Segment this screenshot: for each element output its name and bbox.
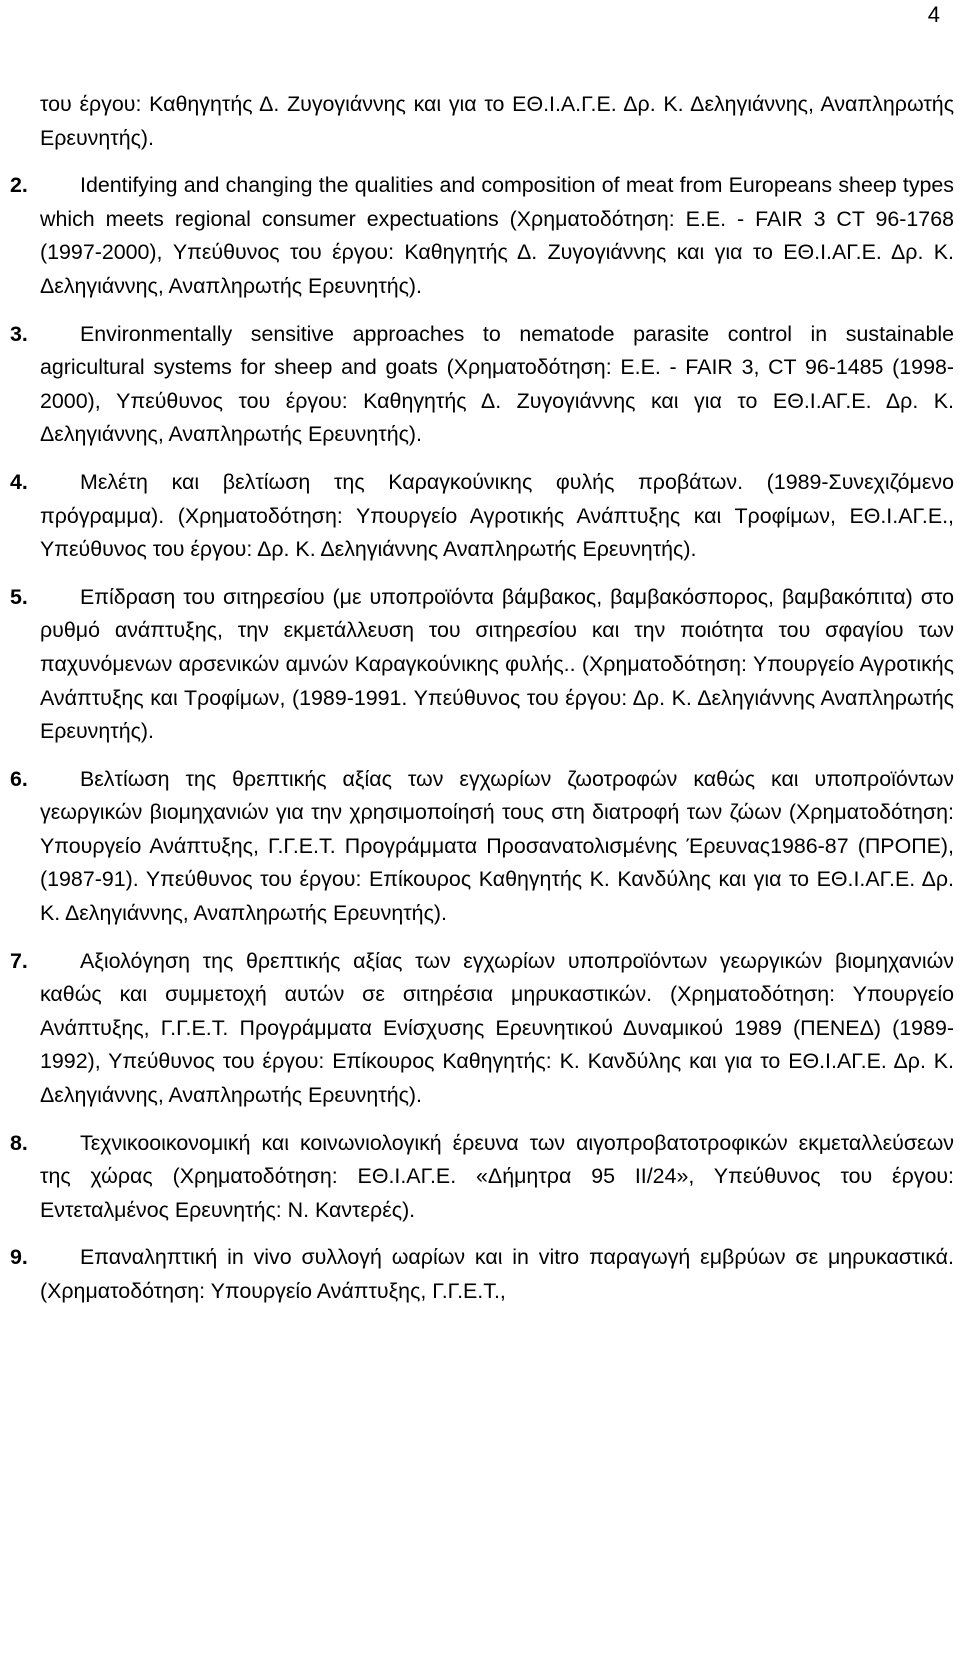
item-text: Αξιολόγηση της θρεπτικής αξίας των εγχωρίων υποπροϊόντων γεωργικών βιομηχανιών καθώς και συμμετοχή αυτών σε σιτηρέσια μηρυκαστικών. (Χρηματοδότηση: Υπουργείο Ανάπτυξης, Γ.Γ.Ε.Τ. Προγράμματα Ενίσχυσης Ερευνητικού Δυναμικού 1989 (ΠΕΝΕΔ) (1989-1992), Υπεύθυνος του έργου: Επίκουρος Καθηγητής: Κ. Κανδύλης και για το ΕΘ.Ι.ΑΓ.Ε. Δρ. Κ. Δεληγιάννης, Αναπληρωτής Ερευνητής). bbox=[40, 948, 954, 1108]
item-number: 8. bbox=[10, 1130, 28, 1155]
item-number: 4. bbox=[10, 469, 28, 494]
item-number: 6. bbox=[10, 766, 28, 791]
item-number: 2. bbox=[10, 173, 28, 198]
list-item bbox=[10, 466, 954, 567]
page-number: 4 bbox=[927, 2, 940, 27]
item-number: 9. bbox=[10, 1245, 28, 1270]
item-text: Επίδραση του σιτηρεσίου (με υποπροϊόντα βάμβακος, βαμβακόσπορος, βαμβακόπιτα) στο ρυθμό ανάπτυξης, την εκμετάλλευση του σιτηρεσίου και την ποιότητα του σφαγίου των παχυνόμενων αρσενικών αμνών Καραγκούνικης φυλής.. (Χρηματοδότηση: Υπουργείο Αγροτικής Ανάπτυξης και Τροφίμων, (1989-1991. Υπεύθυνος του έργου: Δρ. Κ. Δεληγιάννης Αναπληρωτής Ερευνητής). bbox=[40, 584, 954, 744]
item-text: Identifying and changing the qualities and composition of meat from Europeans sheep types which meets regional consumer expectuations (Χρηματοδότηση: Ε.Ε. - FAIR 3 CT 96-1768 (1997-2000), Υπεύθυνος του έργου: Καθηγητής Δ. Ζυγογιάννης και για το ΕΘ.Ι.ΑΓ.Ε. Δρ. Κ. Δεληγιάννης, Αναπληρωτής Ερευνητής). bbox=[40, 173, 954, 298]
item-number: 7. bbox=[10, 948, 28, 973]
item-number: 5. bbox=[10, 584, 28, 609]
list-item bbox=[10, 945, 954, 1113]
item-text: Βελτίωση της θρεπτικής αξίας των εγχωρίων ζωοτροφών καθώς και υποπροϊόντων γεωργικών βιομηχανιών για την χρησιμοποίησή τους στη διατροφή των ζώων (Χρηματοδότηση: Υπουργείο Ανάπτυξης, Γ.Γ.Ε.Τ. Προγράμματα Προσανατολισμένης Έρευνας1986-87 (ΠΡΟΠΕ), (1987-91). Υπεύθυνος του έργου: Επίκουρος Καθηγητής Κ. Κανδύλης και για το ΕΘ.Ι.ΑΓ.Ε. Δρ. Κ. Δεληγιάννης, Αναπληρωτής Ερευνητής). bbox=[40, 766, 954, 926]
list-item bbox=[10, 763, 954, 931]
document-body bbox=[10, 88, 954, 1309]
list-item bbox=[10, 1241, 954, 1308]
list-item bbox=[10, 318, 954, 452]
list-item bbox=[10, 169, 954, 303]
continuation-paragraph: του έργου: Καθηγητής Δ. Ζυγογιάννης και για το ΕΘ.Ι.Α.Γ.Ε. Δρ. Κ. Δεληγιάννης, Αναπληρωτής Ερευνητής). bbox=[40, 92, 954, 150]
item-text: Επαναληπτική in vivo συλλογή ωαρίων και in vitro παραγωγή εμβρύων σε μηρυκαστικά. (Χρηματοδότηση: Υπουργείο Ανάπτυξης, Γ.Γ.Ε.Τ., bbox=[40, 1245, 954, 1303]
item-text: Μελέτη και βελτίωση της Καραγκούνικης φυλής προβάτων. (1989-Συνεχιζόμενο πρόγραμμα). (Χρηματοδότηση: Υπουργείο Αγροτικής Ανάπτυξης και Τροφίμων, ΕΘ.Ι.ΑΓ.Ε., Υπεύθυνος του έργου: Δρ. Κ. Δεληγιάννης Αναπληρωτής Ερευνητής). bbox=[40, 469, 954, 562]
list-item bbox=[10, 1127, 954, 1228]
item-text: Τεχνικοοικονομική και κοινωνιολογική έρευνα των αιγοπροβατοτροφικών εκμεταλλεύσεων της χώρας (Χρηματοδότηση: ΕΘ.Ι.ΑΓ.Ε. «Δήμητρα 95 ΙΙ/24», Υπεύθυνος του έργου: Εντεταλμένος Ερευνητής: Ν. Καντερές). bbox=[40, 1130, 954, 1222]
list-item bbox=[10, 581, 954, 749]
item-number: 3. bbox=[10, 321, 28, 346]
item-text: Environmentally sensitive approaches to nematode parasite control in sustainable agricultural systems for sheep and goats (Χρηματοδότηση: Ε.Ε. - FAIR 3, CT 96-1485 (1998-2000), Υπεύθυνος του έργου: Καθηγητής Δ. Ζυγογιάννης και για το ΕΘ.Ι.ΑΓ.Ε. Δρ. Κ. Δεληγιάννης, Αναπληρωτής Ερευνητής). bbox=[40, 321, 954, 447]
